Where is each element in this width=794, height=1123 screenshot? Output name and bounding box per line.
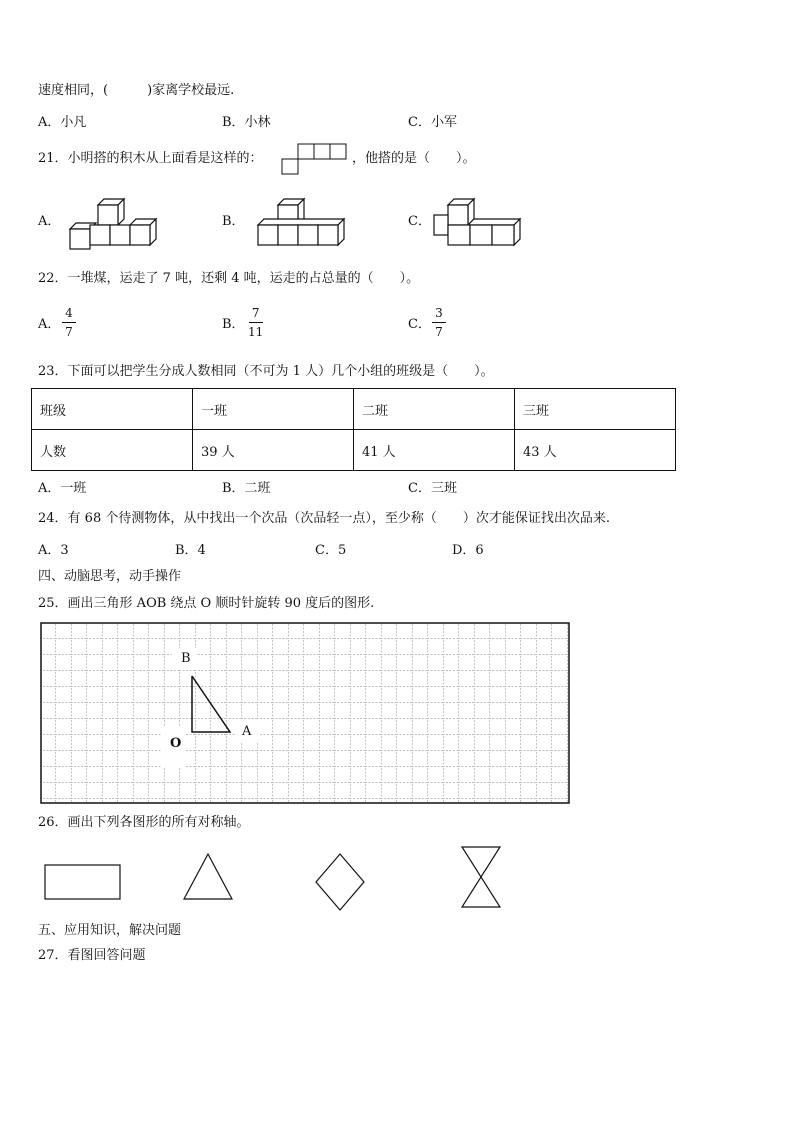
section-4-heading: 四、动脑思考，动手操作 bbox=[38, 569, 182, 584]
fraction-denominator: 7 bbox=[65, 325, 73, 339]
q20-option-b: B．小林 bbox=[222, 115, 271, 130]
fraction-numerator: 3 bbox=[435, 306, 443, 320]
q23-option-c: C．三班 bbox=[408, 481, 457, 496]
q26-hourglass bbox=[460, 845, 504, 909]
table-cell: 人数 bbox=[32, 430, 193, 471]
q21-option-c-label: C． bbox=[408, 214, 431, 229]
q21-option-c-cubes bbox=[432, 193, 532, 251]
q22-option-c-fraction bbox=[432, 306, 446, 339]
q22-option-b-fraction bbox=[248, 306, 263, 339]
q27-stem: 27．看图回答问题 bbox=[38, 948, 146, 963]
q26-rectangle bbox=[44, 864, 122, 902]
q26-triangle bbox=[183, 852, 235, 902]
label-point-o: O bbox=[170, 736, 182, 751]
label-point-a: A bbox=[242, 724, 252, 739]
fraction-bar bbox=[249, 322, 263, 323]
table-cell: 三班 bbox=[515, 389, 676, 430]
q21-option-a-label: A． bbox=[38, 214, 61, 229]
fraction-bar bbox=[432, 322, 446, 323]
table-cell: 39 人 bbox=[193, 430, 354, 471]
q24-stem: 24．有 68 个待测物体，从中找出一个次品（次品轻一点），至少称（ ）次才能保证找出次品来. bbox=[38, 511, 610, 526]
q23-class-table bbox=[31, 388, 676, 471]
fraction-denominator: 7 bbox=[435, 325, 443, 339]
q24-option-d: D．6 bbox=[452, 543, 484, 558]
q20-stem-continuation: 速度相同，( )家离学校最远. bbox=[38, 83, 235, 98]
section-5-heading: 五、应用知识，解决问题 bbox=[38, 923, 182, 938]
q22-option-b-label: B． bbox=[222, 317, 245, 332]
q26-stem: 26．画出下列各图形的所有对称轴。 bbox=[38, 815, 250, 830]
q22-option-a-label: A． bbox=[38, 317, 61, 332]
table-row bbox=[32, 389, 676, 430]
q24-option-b: B．4 bbox=[175, 543, 206, 558]
q21-option-a-cubes bbox=[66, 195, 166, 253]
table-cell: 一班 bbox=[193, 389, 354, 430]
fraction-numerator: 4 bbox=[65, 306, 73, 320]
table-cell: 41 人 bbox=[354, 430, 515, 471]
q22-stem: 22．一堆煤，运走了 7 吨，还剩 4 吨，运走的占总量的（ ）。 bbox=[38, 271, 420, 286]
q25-stem: 25．画出三角形 AOB 绕点 O 顺时针旋转 90 度后的图形. bbox=[38, 596, 375, 611]
q22-option-a-fraction bbox=[62, 306, 76, 339]
table-cell: 二班 bbox=[354, 389, 515, 430]
table-cell: 43 人 bbox=[515, 430, 676, 471]
q25-rotation-grid bbox=[40, 622, 570, 804]
q24-option-a: A．3 bbox=[38, 543, 69, 558]
q26-rhombus bbox=[315, 852, 367, 912]
fraction-denominator: 11 bbox=[248, 325, 264, 339]
label-point-b: B bbox=[181, 651, 191, 666]
fraction-bar bbox=[62, 322, 76, 323]
q21-option-b-label: B． bbox=[222, 214, 245, 229]
q20-option-a: A．小凡 bbox=[38, 115, 87, 130]
q23-option-b: B．二班 bbox=[222, 481, 271, 496]
q20-option-c: C．小军 bbox=[408, 115, 457, 130]
table-cell: 班级 bbox=[32, 389, 193, 430]
q23-stem: 23．下面可以把学生分成人数相同（不可为 1 人）几个小组的班级是（ ）。 bbox=[38, 364, 494, 379]
q23-option-a: A．一班 bbox=[38, 481, 87, 496]
q21-top-view-figure bbox=[280, 142, 350, 178]
table-row bbox=[32, 430, 676, 471]
q24-option-c: C．5 bbox=[315, 543, 347, 558]
q22-option-c-label: C． bbox=[408, 317, 431, 332]
fraction-numerator: 7 bbox=[251, 306, 260, 320]
q21-stem: 21．小明搭的积木从上面看是这样的： bbox=[38, 151, 263, 166]
q21-option-b-cubes bbox=[254, 195, 354, 253]
q21-stem-tail: ，他搭的是（ ）。 bbox=[352, 151, 476, 166]
